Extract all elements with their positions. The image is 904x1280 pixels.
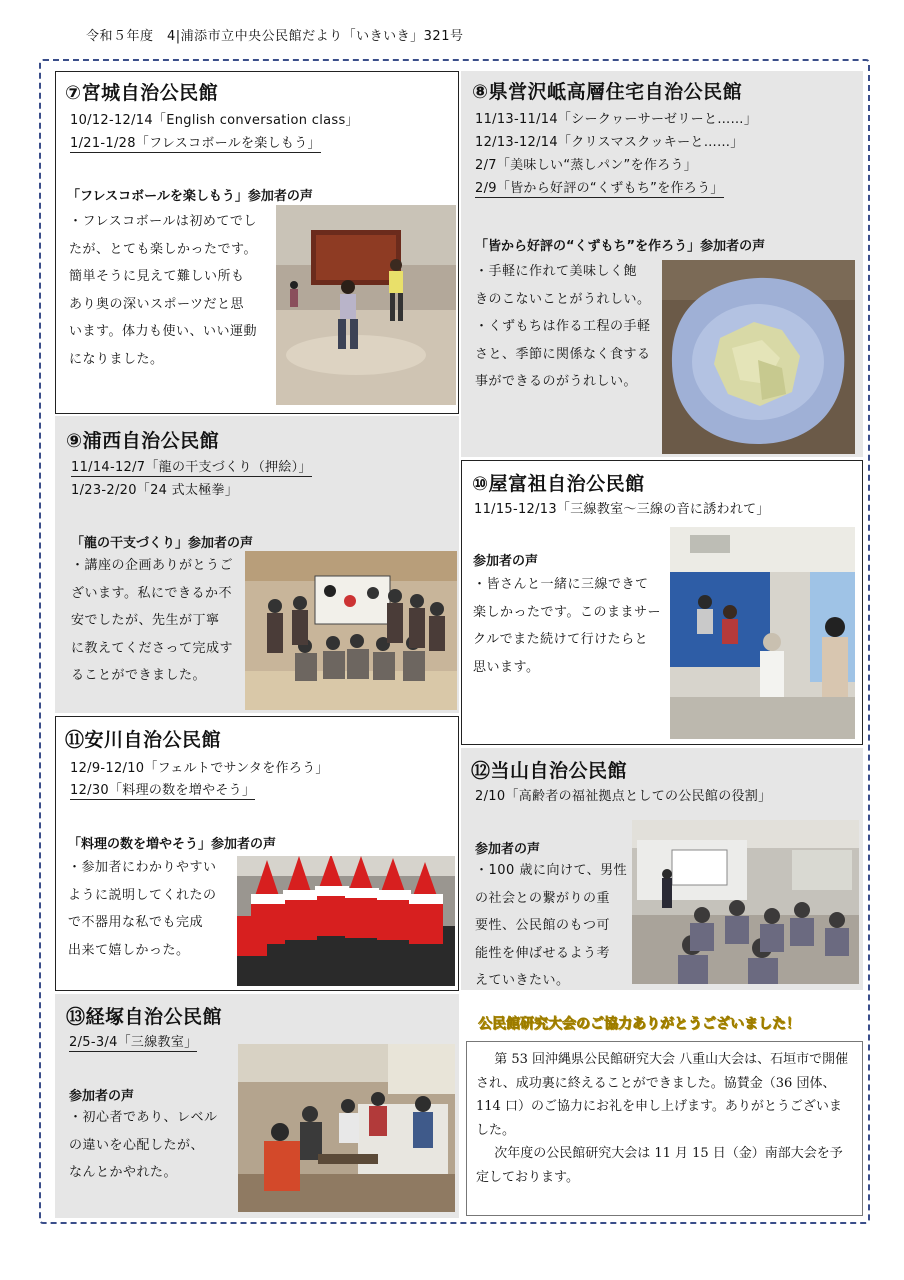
section-title: ⑦宮城自治公民館 bbox=[65, 82, 219, 104]
note-paragraph: 次年度の公民館研究大会は 11 月 15 日（金）南部大会を予定しております。 bbox=[476, 1146, 843, 1185]
event-line: 1/23-2/20「24 式太極拳」 bbox=[71, 483, 239, 498]
voice-text: ・講座の企画ありがとうご ざいます。私にできるか不 安でしたが、先生が丁寧 に教えてくださって完成す ることができました。 bbox=[71, 558, 234, 683]
event-line: 12/9-12/10「フェルトでサンタを作ろう」 bbox=[70, 761, 329, 776]
voice-text: ・フレスコボールは初めてでし たが、とても楽しかったです。 簡単そうに見えて難しい所も あり奥の深いスポーツだと思 います。体力も使い、いい運動 になりました。 bbox=[69, 214, 257, 367]
event-line: 10/12-12/14「English conversation class」 bbox=[70, 113, 359, 128]
event-line: 12/30「料理の数を増やそう」 bbox=[70, 779, 255, 800]
voice-heading: 「龍の干支づくり」参加者の声 bbox=[71, 536, 254, 551]
thanks-banner: 公民館研究大会のご協力ありがとうございました！ bbox=[478, 1016, 800, 1032]
event-line: 11/15-12/13「三線教室～三線の音に誘われて」 bbox=[474, 502, 770, 517]
voice-heading: 参加者の声 bbox=[473, 554, 539, 569]
voice-text: ・初心者であり、レベル の違いを心配したが、 なんとかやれた。 bbox=[69, 1110, 218, 1180]
event-line: 11/14-12/7「龍の干支づくり（押絵）」 bbox=[71, 456, 312, 477]
event-line: 2/10「高齢者の福祉拠点としての公民館の役割」 bbox=[475, 789, 772, 804]
voice-heading: 参加者の声 bbox=[69, 1089, 135, 1104]
photo-sanshin-kyozuka bbox=[238, 1044, 455, 1212]
event-line: 2/9「皆から好評の“くずもち”を作ろう」 bbox=[475, 177, 724, 198]
event-line: 12/13-12/14「クリスマスクッキーと……」 bbox=[475, 135, 744, 150]
voice-heading: 参加者の声 bbox=[475, 842, 541, 857]
event-line: 2/7「美味しい“蒸しパン”を作ろう」 bbox=[475, 158, 698, 173]
page-header: 令和５年度 4|浦添市立中央公民館だより「いきいき」321号 bbox=[86, 29, 464, 44]
conference-note bbox=[466, 1041, 863, 1216]
section-title: ⑪安川自治公民館 bbox=[65, 729, 222, 751]
photo-kuzumochi bbox=[662, 260, 855, 454]
section-title: ⑫当山自治公民館 bbox=[471, 760, 628, 782]
section-miyagi bbox=[55, 71, 459, 414]
section-yasukawa bbox=[55, 716, 459, 991]
voice-text: ・手軽に作れて美味しく飽 きのこないことがうれしい。 ・くずもちは作る工程の手軽 さと、季節に関係なく食する 事ができるのがうれしい。 bbox=[475, 264, 651, 389]
event-line: 1/21-1/28「フレスコボールを楽しもう」 bbox=[70, 132, 321, 153]
voice-text: ・100 歳に向けて、男性 の社会との繋がりの重 要性、公民館のもつ可 能性を伸ばせるよう考 えていきたい。 bbox=[475, 863, 628, 988]
section-urasoe-nishi bbox=[55, 416, 459, 713]
photo-dragon-zodiac bbox=[245, 551, 457, 710]
voice-heading: 「フレスコボールを楽しもう」参加者の声 bbox=[67, 189, 313, 204]
event-line: 11/13-11/14「シークヮーサーゼリーと……」 bbox=[475, 112, 758, 127]
section-title: ⑧県営沢岻高層住宅自治公民館 bbox=[472, 81, 743, 103]
note-paragraph: 第 53 回沖縄県公民館研究大会 八重山大会は、石垣市で開催され、成功裏に終えることができました。協賛金（36 団体、114 口）のご協力にお礼を申し上げます。ありがとうございました。 bbox=[476, 1052, 849, 1138]
photo-frescoball bbox=[276, 205, 456, 405]
photo-felt-santa bbox=[237, 856, 455, 986]
section-kyozuka bbox=[55, 994, 459, 1218]
section-yafuso bbox=[461, 460, 863, 745]
section-title: ⑬経塚自治公民館 bbox=[66, 1006, 223, 1028]
section-title: ⑩屋富祖自治公民館 bbox=[472, 473, 645, 495]
voice-text: ・参加者にわかりやすい ように説明してくれたの で不器用な私でも完成 出来て嬉しかった。 bbox=[68, 860, 217, 958]
voice-heading: 「料理の数を増やそう」参加者の声 bbox=[68, 837, 277, 852]
photo-lecture bbox=[632, 820, 859, 984]
section-toyama bbox=[461, 748, 863, 990]
event-line: 2/5-3/4「三線教室」 bbox=[69, 1031, 197, 1052]
section-takushi bbox=[461, 71, 863, 457]
section-title: ⑨浦西自治公民館 bbox=[66, 430, 220, 452]
photo-sanshin-class bbox=[670, 527, 855, 739]
voice-heading: 「皆から好評の“くずもち”を作ろう」参加者の声 bbox=[475, 239, 766, 254]
voice-text: ・皆さんと一緒に三線できて 楽しかったです。このままサー クルでまた続けて行けたらと 思います。 bbox=[473, 577, 661, 675]
